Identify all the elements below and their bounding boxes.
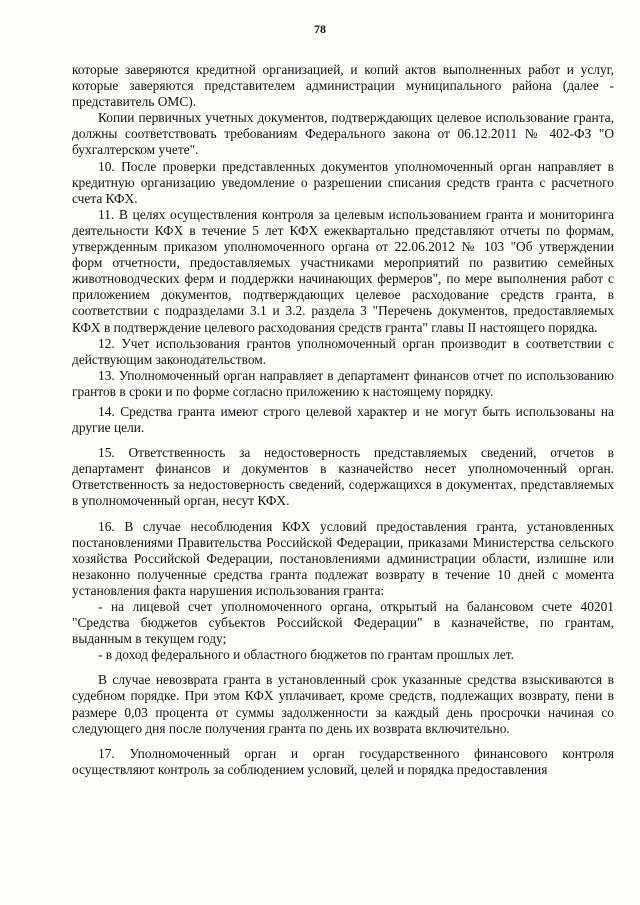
paragraph-13: 13. Уполномоченный орган направляет в департамент финансов отчет по использованию грантов в сроки и по форме согласно приложению к настоящему порядку. (72, 367, 614, 399)
paragraph-12: 12. Учет использования грантов уполномоченный орган производит в соответствии с действующим законодательством. (72, 335, 614, 367)
paragraph-continuation: которые заверяются кредитной организацией, и копий актов выполненных работ и услуг, которые заверяются представителем администрации муниципального района (далее - представитель ОМС). (72, 62, 614, 110)
paragraph-10: 10. После проверки представленных документов уполномоченный орган направляет в кредитную организацию уведомление о разрешении списания средств гранта с расчетного счета КФХ. (72, 158, 614, 206)
paragraph-17: 17. Уполномоченный орган и орган государственного финансового контроля осуществляют контроль за соблюдением условий, целей и порядка предоставления (72, 745, 614, 777)
paragraph-11: 11. В целях осуществления контроля за целевым использованием гранта и мониторинга деятельности КФХ в течение 5 лет КФХ ежеквартально представляют отчеты по формам, утвержденным приказом уполномоченного органа от 22.06.2012 № 103 "Об утверждении форм отчетности, предоставляемых участниками мероприятий по развитию семейных животноводческих ферм и поддержки начинающих фермеров", по мере выполнения работ с приложением документов, подтверждающих целевое расходование средств гранта, в соответствии с подразделами 3.1 и 3.2. раздела 3 "Перечень документов, предоставляемых КФХ в подтверждение целевого расходования средств гранта" главы II настоящего порядка. (72, 206, 614, 335)
paragraph-16-item-1: - на лицевой счет уполномоченного органа, открытый на балансовом счете 40201 "Средства бюджетов субъектов Российской Федерации" в казначействе, по грантам, выданным в текущем году; (72, 599, 614, 647)
paragraph-non-return: В случае невозврата гранта в установленный срок указанные средства взыскиваются в судебном порядке. При этом КФХ уплачивает, кроме средств, подлежащих возврату, пени в размере 0,03 процента от суммы задолженности за каждый день просрочки начиная со следующего дня после получения гранта по день их возврата включительно. (72, 672, 614, 736)
paragraph-16: 16. В случае несоблюдения КФХ условий предоставления гранта, установленных постановлениями Правительства Российской Федерации, приказами Министерства сельского хозяйства Российской Федерации, постановлениями администрации области, излишне или незаконно полученные средства гранта подлежат возврату в течение 10 дней с момента установления факта нарушения использования гранта: (72, 518, 614, 598)
paragraph-16-item-2: - в доход федерального и областного бюджетов по грантам прошлых лет. (98, 647, 514, 663)
paragraph-primary-documents: Копии первичных учетных документов, подтверждающих целевое использование гранта, должны соответствовать требованиям Федерального закона от 06.12.2011 № 402-ФЗ "О бухгалтерском учете". (72, 110, 614, 158)
paragraph-15: 15. Ответственность за недостоверность представляемых сведений, отчетов в департамент финансов и документов в казначейство несет уполномоченный орган. Ответственность за недостоверность сведений, содержащихся в документах, представляемых в уполномоченный орган, несут КФХ. (72, 445, 614, 509)
page-number: 78 (314, 22, 326, 36)
paragraph-14: 14. Средства гранта имеют строго целевой характер и не могут быть использованы на другие цели. (72, 403, 614, 436)
document-body (72, 62, 614, 778)
